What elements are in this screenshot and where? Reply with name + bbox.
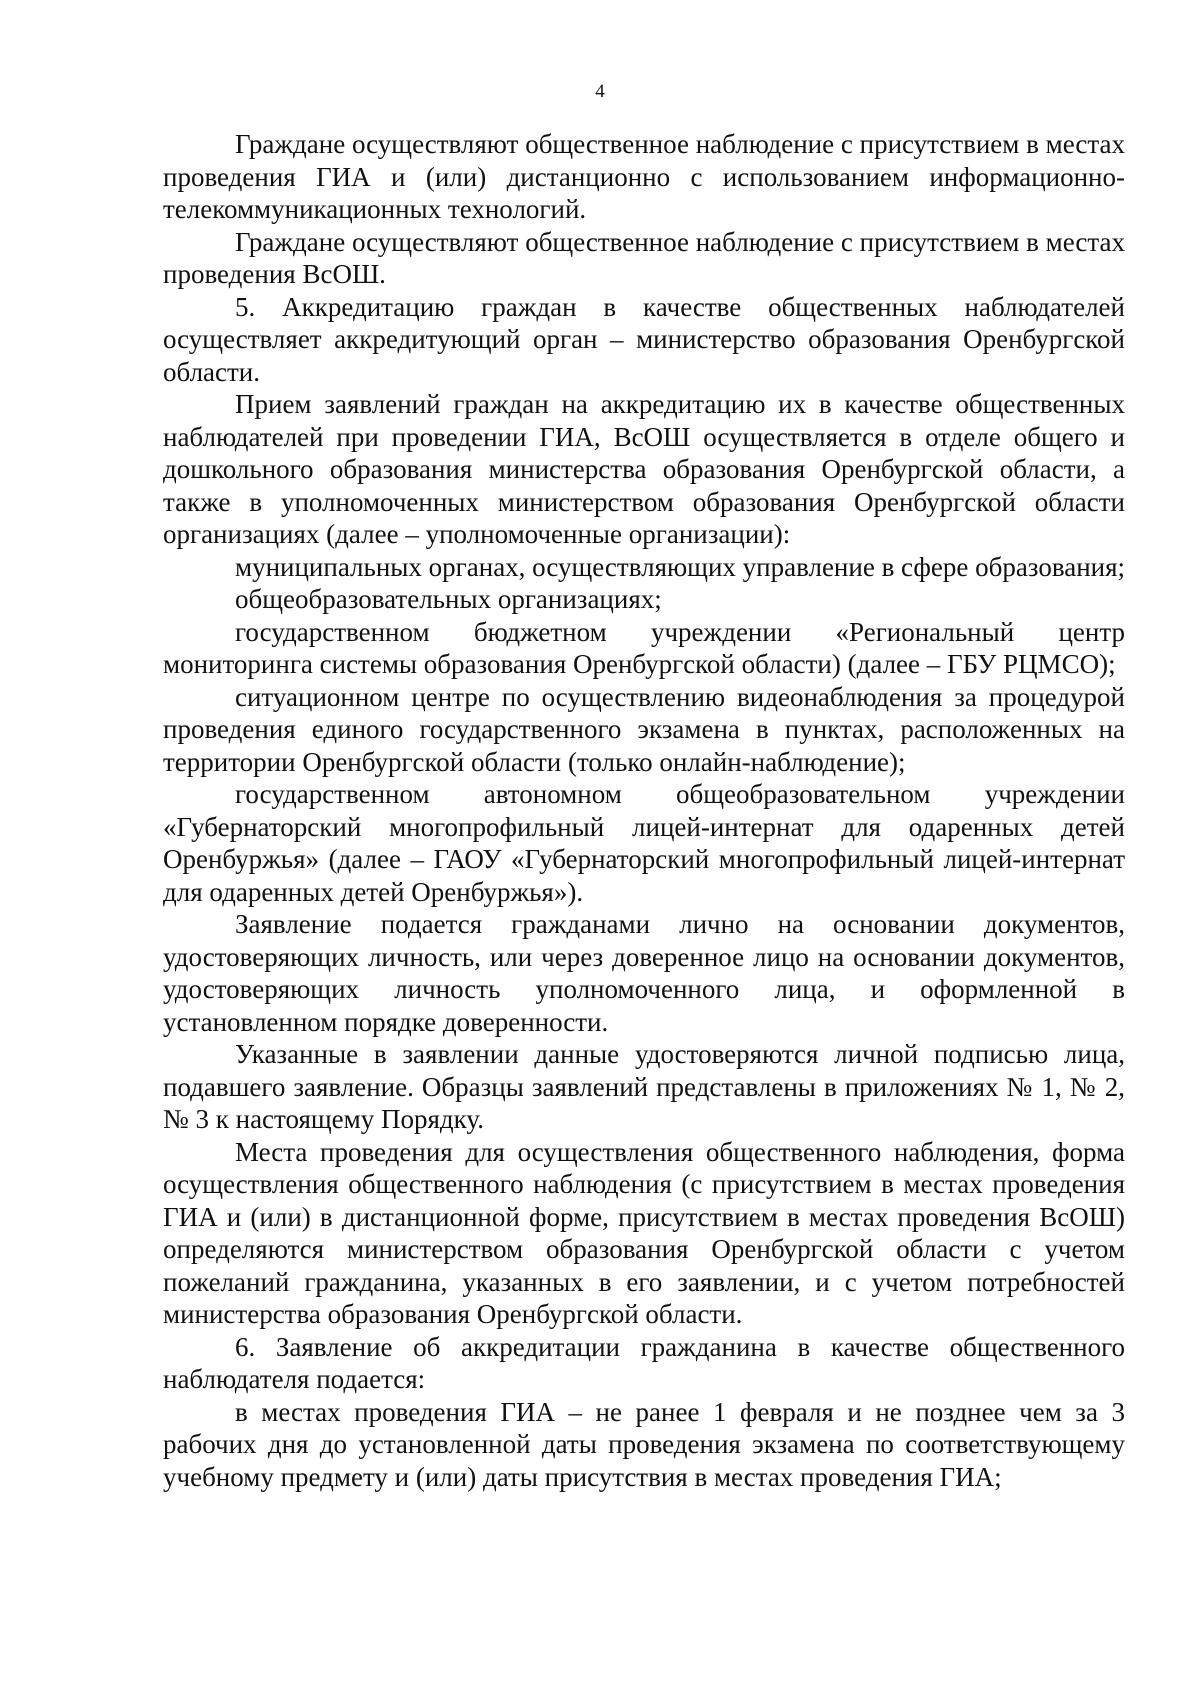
- list-item-general-education-organizations: общеобразовательных организациях;: [235, 584, 662, 614]
- paragraph-application-submission: Заявление подается гражданами лично на основании документов, удостоверяющих личность, или через доверенное лицо на основании документов, удостоверяющих личность уполномоченного лица, и оформленной в установленном порядке доверенности.: [163, 909, 1125, 1037]
- paragraph-item-6-application-deadline: 6. Заявление об аккредитации гражданина в качестве общественного наблюдателя подается:: [163, 1331, 1125, 1394]
- paragraph-observation-places: Места проведения для осуществления общественного наблюдения, форма осуществления общественного наблюдения (с присутствием в местах проведения ГИА и (или) в дистанционной форме, присутствием в местах проведения ВсОШ) определяются министерством образования Оренбургской области с учетом пожеланий гражданина, указанных в его заявлении, и с учетом потребностей министерства образования Оренбургской области.: [163, 1136, 1125, 1329]
- paragraph-observation-forms: Граждане осуществляют общественное наблюдение с присутствием в местах проведения ГИА и (или) дистанционно с использованием информационно-телекоммуникационных технологий.: [163, 129, 1125, 224]
- list-item-gbu-rcmso: государственном бюджетном учреждении «Региональный центр мониторинга системы образования Оренбургской области) (далее – ГБУ РЦМСО);: [163, 616, 1125, 679]
- list-item-municipal-bodies: муниципальных органах, осуществляющих управление в сфере образования;: [235, 551, 1126, 582]
- paragraph-observation-vsosh: Граждане осуществляют общественное наблюдение с присутствием в местах проведения ВсОШ.: [163, 226, 1125, 289]
- paragraph-application-reception: Прием заявлений граждан на аккредитацию их в качестве общественных наблюдателей при проведении ГИА, ВсОШ осуществляется в отделе общего и дошкольного образования министерства образования Оренбургской области, а также в уполномоченных министерством образования Оренбургской области организациях (далее – уполномоченные организации):: [163, 389, 1125, 549]
- list-item-situation-center: ситуационном центре по осуществлению видеонаблюдения за процедурой проведения единого государственного экзамена в пунктах, расположенных на территории Оренбургской области (только онлайн-наблюдение);: [163, 681, 1125, 777]
- paragraph-item-5-accreditation: 5. Аккредитацию граждан в качестве общественных наблюдателей осуществляет аккредитующий орган – министерство образования Оренбургской области.: [163, 291, 1125, 387]
- list-item-gaou-lyceum: государственном автономном общеобразовательном учреждении «Губернаторский многопрофильный лицей-интернат для одаренных детей Оренбуржья» (далее – ГАОУ «Губернаторский многопрофильный лицей-интернат для одаренных детей Оренбуржья»).: [163, 779, 1125, 907]
- page-number: 4: [595, 81, 605, 102]
- paragraph-gia-deadline: в местах проведения ГИА – не ранее 1 февраля и не позднее чем за 3 рабочих дня до установленной даты проведения экзамена по соответствующему учебному предмету и (или) даты присутствия в местах проведения ГИА;: [163, 1396, 1125, 1492]
- paragraph-application-signature: Указанные в заявлении данные удостоверяются личной подписью лица, подавшего заявление. Образцы заявлений представлены в приложениях № 1, № 2, № 3 к настоящему Порядку.: [163, 1039, 1125, 1134]
- document-body: [163, 128, 1125, 1493]
